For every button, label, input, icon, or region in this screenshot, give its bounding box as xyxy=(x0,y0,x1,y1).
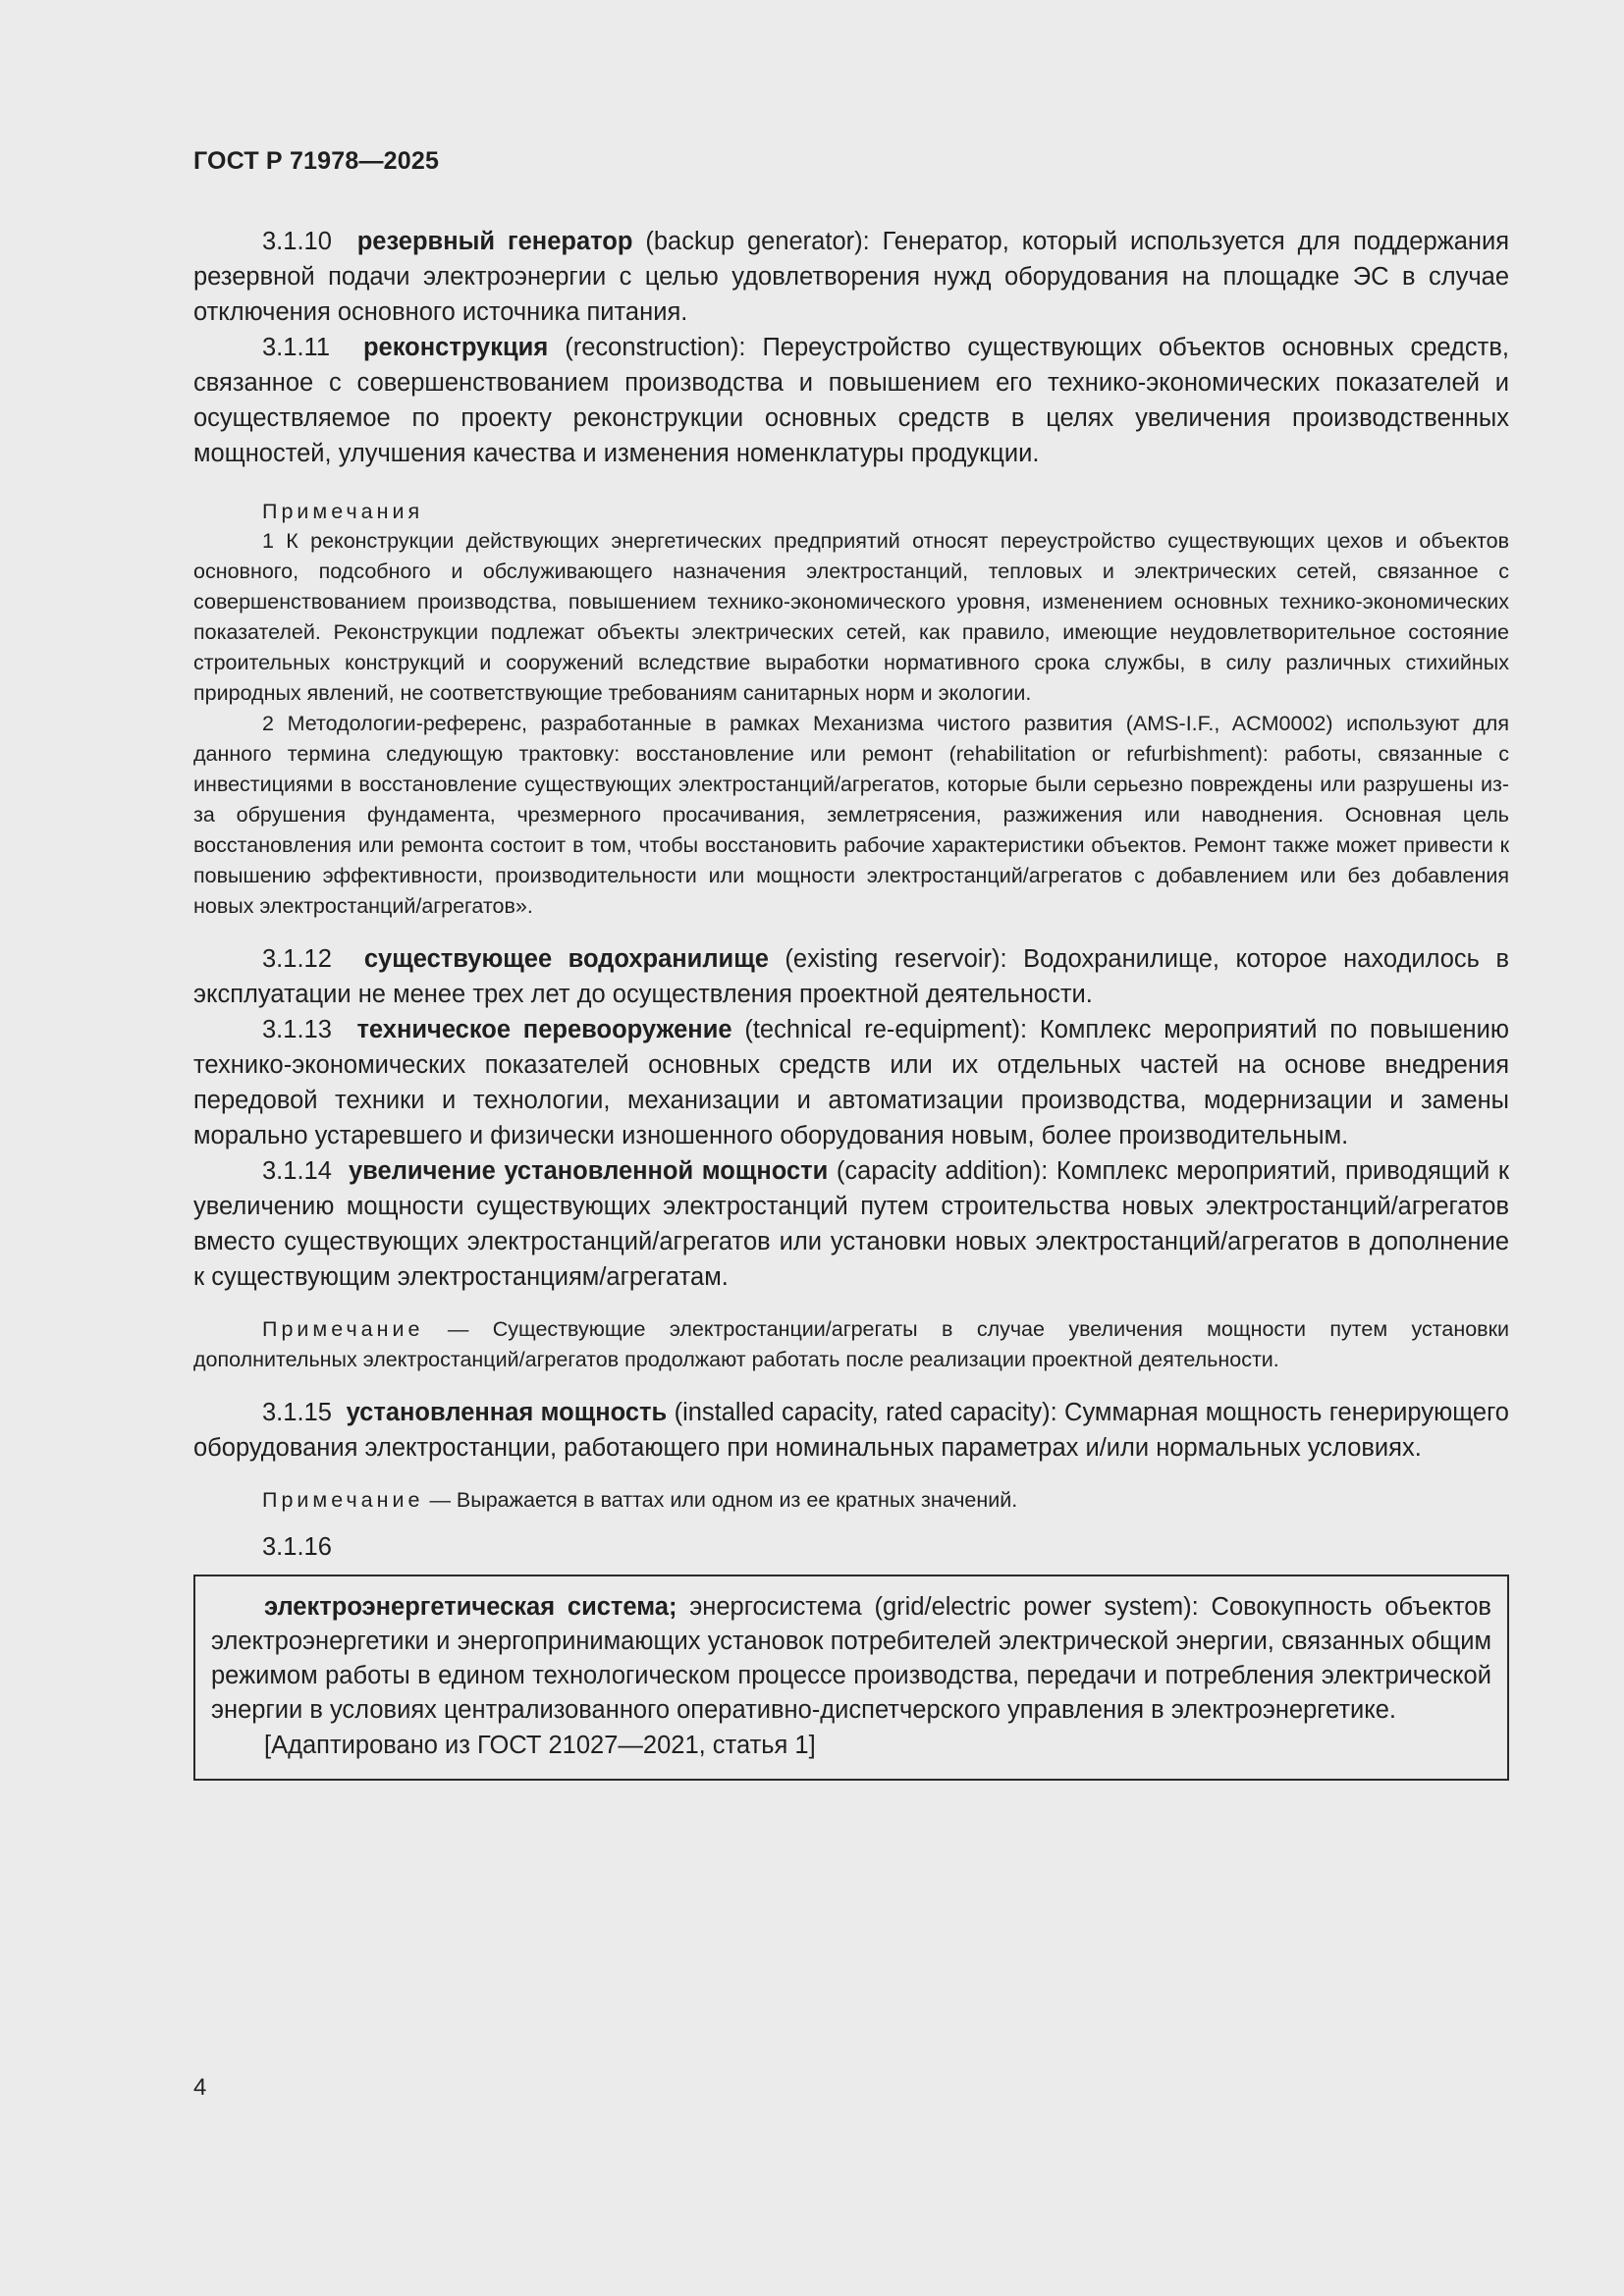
term-english: (technical re-equipment): xyxy=(744,1016,1028,1043)
document-body xyxy=(193,224,1509,1781)
notes-title: Примечания xyxy=(262,500,424,523)
note-capacity-addition xyxy=(193,1314,1509,1375)
note-item-1: 1 К реконструкции действующих энергетических предприятий относят переустройство существующих цехов и объектов основного, подсобного и обслуживающего назначения электростанций, тепловых и электрических сетей, связанное с совершенствованием производства, повышением технико-экономического уровня, изменением основных технико-экономических показателей. Реконструкции подлежат объекты электрических сетей, как правило, имеющие неудовлетворительное состояние строительных конструкций и сооружений вследствие выработки нормативного срока службы, в силу различных стихийных природных явлений, не соответствующие требованиям санитарных норм и экологии. xyxy=(193,529,1509,705)
term-definition: Водохранилище, которое находилось в эксплуатации не менее трех лет до осуществления проектной деятельности. xyxy=(193,945,1509,1008)
term-english: (installed capacity, rated capacity): xyxy=(674,1399,1057,1426)
term-definition: Комплекс мероприятий, приводящий к увеличению мощности существующих электростанций путем строительства новых электростанций/агрегатов вместо существующих электростанций/агрегатов или установки новых электростанций/агрегатов в дополнение к существующим электростанциям/агрегатам. xyxy=(193,1157,1509,1291)
term-number-3-1-16: 3.1.16 xyxy=(262,1533,332,1561)
term-english: (grid/electric power system): xyxy=(874,1593,1199,1621)
term-title: техническое перевооружение xyxy=(356,1016,732,1043)
term-title: увеличение установленной мощности xyxy=(349,1157,829,1185)
term-definition: Совокупность объектов электроэнергетики и энергопринимающих установок потребителей электрической энергии, связанных общим режимом работы в едином технологическом процессе производства, передачи и потребления электрической энергии в условиях централизованного оперативно-диспетчерского управления в электроэнергетике. xyxy=(211,1593,1491,1724)
term-title: установленная мощность xyxy=(346,1399,668,1426)
term-number: 3.1.11 xyxy=(262,334,331,361)
term-synonym: энергосистема xyxy=(689,1593,862,1621)
term-3-1-12 xyxy=(193,941,1509,1012)
term-english: (existing reservoir): xyxy=(785,945,1007,973)
term-number: 3.1.13 xyxy=(262,1016,332,1043)
term-title: резервный генератор xyxy=(356,228,633,255)
definition-source: [Адаптировано из ГОСТ 21027—2021, статья 1] xyxy=(264,1732,816,1759)
term-definition: Генератор, который используется для поддержания резервной подачи электроэнергии с целью удовлетворения нужд оборудования на площадке ЭС в случае отключения основного источника питания. xyxy=(193,228,1510,326)
note-item-2: 2 Методологии-референс, разработанные в рамках Механизма чистого развития (AMS-I.F., ACM0002) используют для данного термина следующую трактовку: восстановление или ремонт (rehabilitation or refurbishment): работы, связанные с инвестициями в восстановление существующих электростанций/агрегатов, которые были серьезно повреждены или разрушены из-за обрушения фундамента, чрезмерного просачивания, землетрясения, разжижения или наводнения. Основная цель восстановления или ремонта состоит в том, чтобы восстановить рабочие характеристики объектов. Ремонт также может привести к повышению эффективности, производительности или мощности электростанций/агрегатов с добавлением или без добавления новых электростанций/агрегатов». xyxy=(193,712,1509,918)
term-definition: Комплекс мероприятий по повышению технико-экономических показателей основных средств или их отдельных частей на основе внедрения передовой техники и технологии, механизации и автоматизации производства, модернизации и замены морально устаревшего и физически изношенного оборудования новым, более производительным. xyxy=(193,1016,1509,1149)
term-number: 3.1.14 xyxy=(262,1157,332,1185)
note-label: Примечание xyxy=(262,1488,424,1512)
boxed-definition xyxy=(193,1575,1509,1781)
note-installed-capacity xyxy=(193,1485,1509,1516)
term-3-1-10 xyxy=(193,224,1509,330)
term-title: электроэнергетическая система; xyxy=(264,1593,677,1621)
term-english: (reconstruction): xyxy=(565,334,746,361)
term-definition: Суммарная мощность генерирующего оборудования электростанции, работающего при номинальных параметрах и/или нормальных условиях. xyxy=(193,1399,1509,1462)
term-english: (capacity addition): xyxy=(836,1157,1049,1185)
page-number: 4 xyxy=(193,2074,207,2101)
term-title: существующее водохранилище xyxy=(363,945,769,973)
term-number: 3.1.12 xyxy=(262,945,332,973)
term-title: реконструкция xyxy=(362,334,549,361)
term-english: (backup generator): xyxy=(645,228,870,255)
term-number: 3.1.10 xyxy=(262,228,332,255)
boxed-term xyxy=(211,1590,1491,1728)
term-number: 3.1.15 xyxy=(262,1399,332,1426)
term-3-1-14 xyxy=(193,1153,1509,1295)
term-3-1-11 xyxy=(193,330,1509,471)
term-3-1-13 xyxy=(193,1012,1509,1153)
note-text: — Существующие электростанции/агрегаты в случае увеличения мощности путем установки дополнительных электростанций/агрегатов продолжают работать после реализации проектной деятельности. xyxy=(193,1317,1509,1371)
term-definition: Переустройство существующих объектов основных средств, связанное с совершенствованием производства и повышением его технико-экономических показателей и осуществляемое по проекту реконструкции основных средств в целях увеличения производственных мощностей, улучшения качества и изменения номенклатуры продукции. xyxy=(193,334,1509,467)
note-label: Примечание xyxy=(262,1317,424,1341)
note-text: — Выражается в ваттах или одном из ее кратных значений. xyxy=(429,1488,1018,1512)
document-header: ГОСТ Р 71978—2025 xyxy=(193,147,440,175)
term-3-1-15 xyxy=(193,1395,1509,1466)
